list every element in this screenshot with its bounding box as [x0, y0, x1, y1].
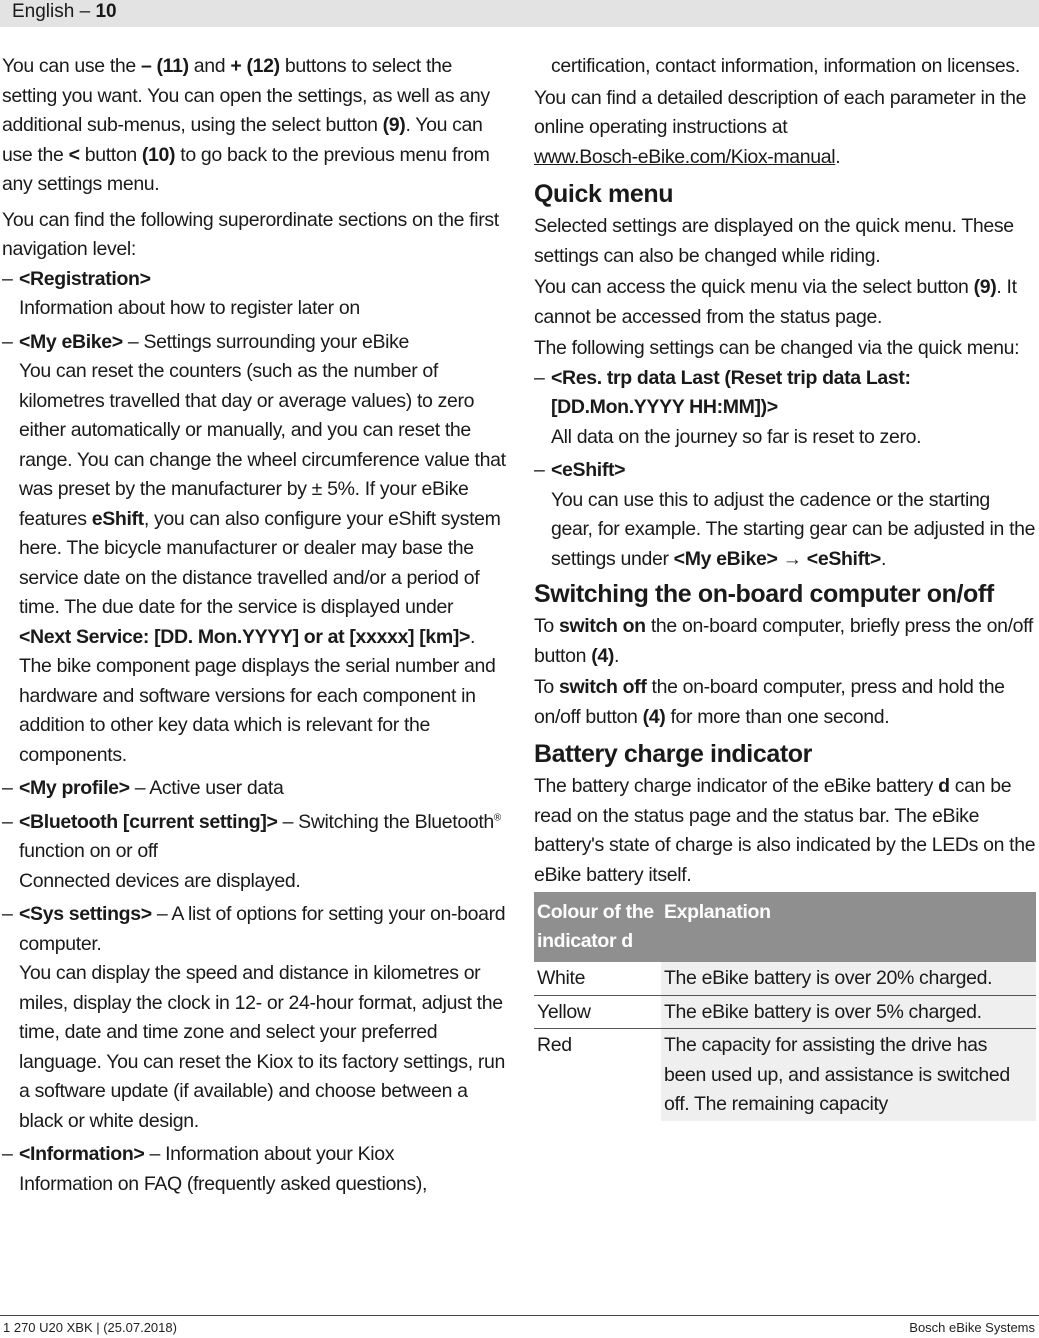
- text: . The bike component page displays the serial number and hardware and software versions for each component in addition to other key data which is relevant for the components.: [19, 625, 496, 766]
- cell-colour: White: [534, 962, 661, 995]
- column-header-explanation: Explanation: [661, 892, 1036, 962]
- item-label: <eShift>: [551, 459, 626, 481]
- text: the on-board computer, press and hold the on/off button: [534, 676, 1005, 728]
- list-dash: –: [534, 459, 545, 481]
- list-item-reset-trip: [534, 364, 1036, 453]
- minus-button-ref: – (11): [140, 55, 189, 77]
- list-item-bluetooth: [2, 808, 507, 897]
- footer-doc-id: 1 270 U20 XBK | (25.07.2018): [3, 1320, 177, 1335]
- item-label: <Sys settings>: [19, 903, 152, 925]
- item-desc: – A list of options for setting your on-board computer.: [19, 903, 506, 955]
- manual-paragraph: [534, 84, 1036, 173]
- list-dash: –: [2, 1143, 13, 1165]
- column-header-colour: Colour of the indicator d: [534, 892, 661, 962]
- text: for more than one second.: [665, 705, 890, 728]
- list-dash: –: [2, 330, 13, 353]
- onoff-button-ref: (4): [642, 705, 666, 728]
- table-row: [534, 962, 1036, 995]
- sections-intro: You can find the following superordinate sections on the first navigation level:: [2, 208, 499, 260]
- left-column: [2, 52, 507, 1203]
- text: To: [534, 615, 559, 637]
- text: can be read on the status page and the status bar. The eBike battery's state of charge is also indicated by the LEDs on the eBike battery itself.: [534, 775, 1036, 886]
- right-column: [534, 52, 1036, 1121]
- item-body: [551, 486, 1036, 575]
- text: You can use the: [2, 55, 141, 77]
- list-item-my-ebike: [2, 328, 507, 771]
- table-row: [534, 995, 1036, 1029]
- my-ebike-term: <My eBike>: [673, 547, 778, 570]
- header-language: English: [12, 1, 75, 22]
- switch-off-term: switch off: [558, 676, 647, 698]
- list-item-registration: [2, 265, 507, 324]
- text: buttons to select the setting you want. You can open the settings, as well as any additional sub-menus, using the select button: [2, 55, 490, 136]
- item-label: <My profile>: [19, 777, 130, 799]
- item-body: Information about how to register later on: [19, 297, 360, 319]
- item-label: <Information>: [19, 1143, 145, 1165]
- cell-explanation: The eBike battery is over 20% charged.: [661, 962, 1036, 995]
- arrow-text: →: [777, 547, 807, 570]
- item-label: <My eBike>: [19, 330, 123, 353]
- list-dash: –: [534, 366, 545, 389]
- text: The battery charge indicator of the eBike battery: [534, 775, 939, 797]
- header-separator: –: [74, 1, 96, 22]
- item-desc-2: function on or off: [19, 840, 158, 862]
- quick-menu-paragraph: Selected settings are displayed on the quick menu. These settings can also be changed while riding.: [534, 215, 1014, 267]
- cell-colour: Yellow: [534, 995, 661, 1029]
- back-button-number: (10): [141, 143, 176, 166]
- page-header: [12, 1, 117, 23]
- item-desc: – Information about your Kiox: [144, 1143, 395, 1165]
- eshift-term: <eShift>: [806, 547, 881, 570]
- text: , you can also configure your eShift system here. The bicycle manufacturer or dealer may base the service date on the distance travelled and/or a period of time. The due date for the service is displayed under: [19, 507, 501, 618]
- intro-paragraph: [2, 52, 507, 200]
- item-body: You can display the speed and distance in kilometres or miles, display the clock in 12- or 24-hour format, adjust the time, date and time zone and select your preferred language. You can reset the Kiox to its factory settings, run a software update (if available) and choose between a black or white design.: [19, 962, 505, 1132]
- item-label: <Bluetooth [current setting]>: [19, 810, 278, 833]
- item-body: Information on FAQ (frequently asked questions),: [19, 1172, 428, 1195]
- quick-menu-access: [534, 273, 1036, 332]
- list-dash: –: [2, 903, 13, 925]
- switch-off-paragraph: [534, 673, 1036, 732]
- table-header-row: [534, 892, 1036, 962]
- plus-button-ref: + (12): [230, 55, 280, 77]
- text: .: [613, 644, 620, 667]
- item-desc: – Active user data: [129, 777, 284, 799]
- select-button-ref: (9): [382, 114, 406, 136]
- manual-link[interactable]: www.Bosch-eBike.com/Kiox-manual: [534, 145, 836, 168]
- list-dash: –: [2, 267, 13, 290]
- section-heading-battery: Battery charge indicator: [534, 740, 812, 768]
- list-dash: –: [2, 810, 13, 833]
- battery-paragraph: [534, 772, 1036, 890]
- text: . It cannot be accessed from the status page.: [534, 276, 1017, 328]
- text: .: [880, 547, 887, 570]
- text: You can reset the counters (such as the number of kilometres travelled that day or average values) to zero either automatically or manually, and you can reset the range. You can change the wheel circumference value that was preset by the manufacturer by ± 5%. If your eBike features: [19, 360, 506, 530]
- text: button: [79, 143, 142, 166]
- text: You can find a detailed description of each parameter in the online operating instructions at: [534, 86, 1027, 138]
- text: You can use this to adjust the cadence or the starting gear, for example. The starting gear can be adjusted in the settings under: [551, 488, 1036, 570]
- eshift-term: eShift: [91, 507, 144, 530]
- select-button-ref: (9): [973, 276, 997, 298]
- text: You can access the quick menu via the select button: [534, 276, 974, 298]
- section-heading-quick-menu: Quick menu: [534, 180, 674, 208]
- cell-explanation: The eBike battery is over 5% charged.: [661, 995, 1036, 1029]
- item-label: <Registration>: [19, 267, 151, 290]
- table-row: [534, 1029, 1036, 1121]
- list-item-information: [2, 1140, 507, 1199]
- item-desc: – Settings surrounding your eBike: [122, 330, 410, 353]
- back-button-ref: <: [68, 143, 80, 166]
- text: and: [188, 55, 231, 77]
- cell-explanation: The capacity for assisting the drive has been used up, and assistance is switched off. The remaining capacity: [661, 1029, 1036, 1121]
- item-body: Connected devices are displayed.: [19, 869, 301, 892]
- list-item-my-profile: [2, 774, 507, 804]
- battery-indicator-table: [534, 892, 1036, 1121]
- section-heading-switching: Switching the on-board computer on/off: [534, 580, 994, 608]
- footer-brand: Bosch eBike Systems: [909, 1320, 1035, 1335]
- next-service-term: <Next Service: [DD. Mon.YYYY] or at [xxxxx] [km]>: [19, 625, 471, 648]
- list-item-eshift: [534, 456, 1036, 574]
- item-desc: – Switching the Bluetooth: [277, 810, 494, 833]
- text: to go back to the previous menu from any settings menu.: [2, 143, 490, 195]
- text: To: [534, 676, 559, 698]
- item-body: All data on the journey so far is reset to zero.: [551, 425, 922, 448]
- page-number: 10: [95, 1, 117, 22]
- footer-divider: [0, 1315, 1039, 1316]
- switch-on-term: switch on: [558, 615, 646, 637]
- quick-menu-list-intro: The following settings can be changed via the quick menu:: [534, 337, 1020, 359]
- text: . You can use the: [2, 114, 483, 166]
- battery-letter: d: [938, 775, 950, 797]
- registered-mark: ®: [493, 812, 501, 823]
- information-continued: certification, contact information, information on licenses.: [551, 55, 1020, 77]
- item-body: [19, 357, 507, 770]
- onoff-button-ref: (4): [591, 644, 614, 667]
- text: the on-board computer, briefly press the on/off button: [534, 615, 1033, 667]
- list-dash: –: [2, 777, 13, 799]
- cell-colour: Red: [537, 1034, 572, 1056]
- page-header-bar: [0, 0, 1039, 27]
- list-item-sys-settings: [2, 900, 507, 1136]
- text: .: [835, 145, 841, 168]
- switch-on-paragraph: [534, 612, 1036, 671]
- item-label: <Res. trp data Last (Reset trip data Last: [DD.Mon.YYYY HH:MM])>: [551, 366, 911, 418]
